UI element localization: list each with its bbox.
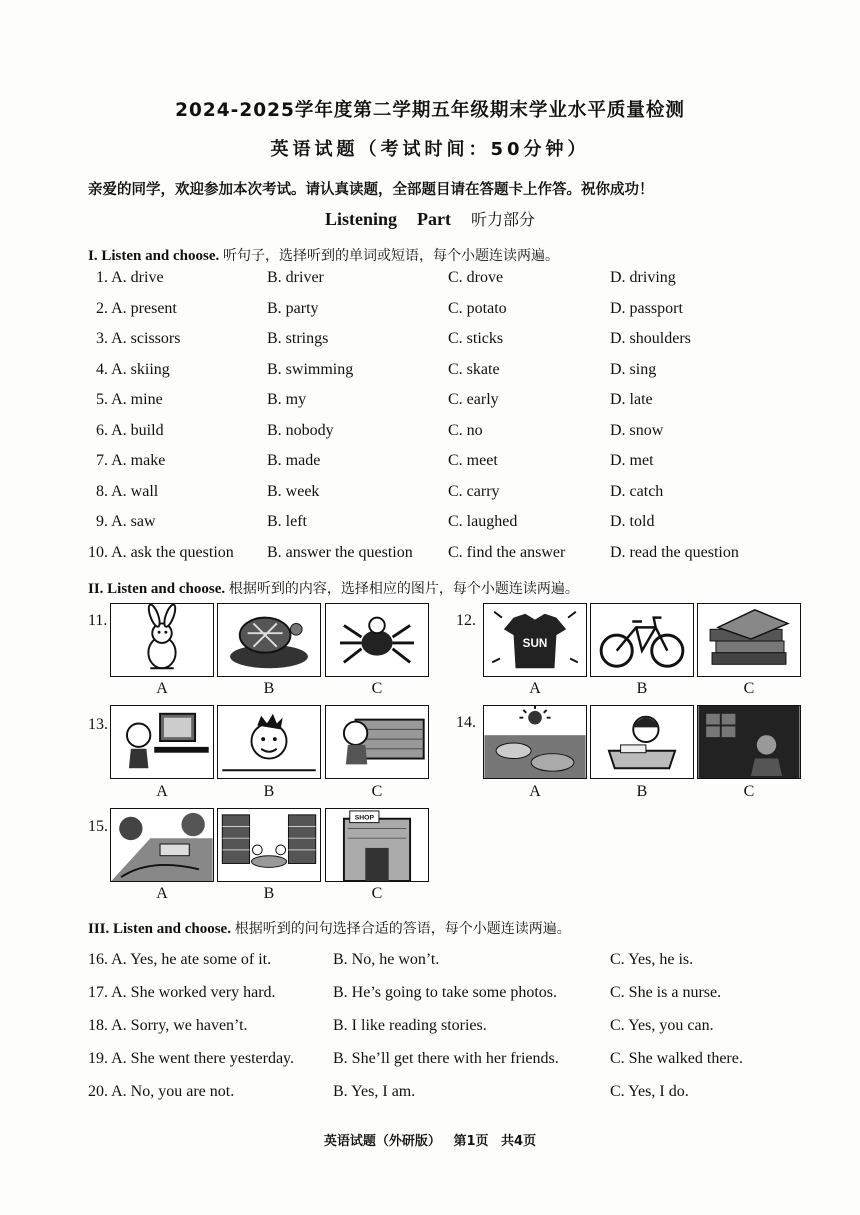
picture-label: B [263, 783, 275, 800]
answer-option-b[interactable]: B. She’ll get there with her friends. [333, 1050, 559, 1067]
option-a[interactable]: 6. A. build [96, 421, 164, 439]
question-row [0, 391, 860, 413]
option-d[interactable]: D. sing [610, 360, 657, 378]
picture-label: A [156, 680, 168, 697]
answer-option-c[interactable]: C. She is a nurse. [610, 984, 722, 1001]
picture-label: C [371, 885, 383, 902]
tshirt-text: SUN [522, 636, 548, 650]
sofa-picture[interactable] [325, 705, 429, 779]
option-d[interactable]: D. passport [610, 299, 683, 317]
question-row [0, 1017, 860, 1039]
option-b[interactable]: B. week [267, 482, 320, 500]
picture-label: C [743, 783, 755, 800]
greeting-text: 亲爱的同学，欢迎参加本次考试。请认真读题，全部题目请在答题卡上作答。祝你成功！ [88, 182, 654, 198]
section2-heading-cn: 根据听到的内容，选择相应的图片，每个小题连读两遍。 [228, 581, 579, 597]
park-picture[interactable] [110, 808, 214, 882]
picture-label: C [371, 680, 383, 697]
section3-heading-cn: 根据听到的问句选择合适的答语，每个小题连读两遍。 [234, 921, 571, 937]
part-title-en2: Part [417, 209, 451, 229]
picture-label: B [263, 680, 275, 697]
option-b[interactable]: B. strings [267, 330, 329, 347]
page-footer [0, 1130, 860, 1149]
picture-label: C [743, 680, 755, 697]
option-a[interactable]: 5. A. mine [96, 391, 163, 408]
listening-part-title [0, 207, 860, 230]
section2-heading-en: II. Listen and choose. [88, 581, 226, 597]
answer-option-a[interactable]: 18. A. Sorry, we haven’t. [88, 1017, 248, 1034]
question-number: 14. [456, 714, 476, 731]
question-row [0, 984, 860, 1006]
option-d[interactable]: D. told [610, 513, 655, 530]
answer-option-c[interactable]: C. Yes, he is. [610, 951, 694, 968]
spider-picture[interactable] [325, 603, 429, 677]
part-title-cn: 听力部分 [471, 210, 536, 229]
option-d[interactable]: D. met [610, 452, 654, 469]
girl-desk-picture[interactable] [590, 705, 694, 779]
question-row [0, 513, 860, 535]
option-a[interactable]: 7. A. make [96, 452, 166, 469]
answer-option-a[interactable]: 19. A. She went there yesterday. [88, 1050, 295, 1067]
exam-title: 2024-2025学年度第二学期五年级期末学业水平质量检测 [175, 100, 685, 121]
option-c[interactable]: C. drove [448, 269, 504, 286]
question-row [0, 951, 860, 973]
footer-total: 共4页 [501, 1134, 537, 1149]
question-row [0, 300, 860, 322]
option-c[interactable]: C. meet [448, 452, 498, 469]
option-a[interactable]: 4. A. skiing [96, 360, 170, 378]
question-row [0, 422, 860, 444]
boy-picture[interactable] [217, 705, 321, 779]
option-d[interactable]: D. catch [610, 482, 664, 500]
picture-label: A [529, 783, 541, 800]
question-row [0, 269, 860, 291]
section3-heading [88, 918, 848, 938]
answer-option-b[interactable]: B. I like reading stories. [333, 1017, 487, 1034]
option-a[interactable]: 9. A. saw [96, 513, 156, 530]
question-row [0, 361, 860, 383]
picture-label: B [636, 783, 648, 800]
option-a[interactable]: 2. A. present [96, 299, 177, 317]
answer-option-c[interactable]: C. Yes, you can. [610, 1017, 714, 1034]
tshirt-picture[interactable] [483, 603, 587, 677]
picture-label: A [156, 885, 168, 902]
question-row [0, 544, 860, 566]
option-c[interactable]: C. find the answer [448, 543, 566, 561]
question-row [0, 1083, 860, 1105]
option-c[interactable]: C. laughed [448, 513, 518, 530]
picture-label: B [636, 680, 648, 697]
question-number: 11. [88, 612, 108, 629]
option-b[interactable]: B. party [267, 299, 319, 317]
picture-label: C [371, 783, 383, 800]
answer-option-a[interactable]: 17. A. She worked very hard. [88, 984, 276, 1001]
section1-heading-en: I. Listen and choose. [88, 248, 220, 264]
option-d[interactable]: D. driving [610, 269, 676, 286]
part-title-en1: Listening [324, 209, 398, 229]
option-b[interactable]: B. driver [267, 269, 324, 286]
section2-heading [88, 578, 848, 598]
option-a[interactable]: 10. A. ask the question [88, 543, 234, 561]
answer-option-a[interactable]: 20. A. No, you are not. [88, 1083, 235, 1100]
footer-subject: 英语试题（外研版） [323, 1134, 441, 1149]
night-picture[interactable] [697, 705, 801, 779]
answer-option-b[interactable]: B. He’s going to take some photos. [333, 984, 557, 1001]
option-d[interactable]: D. late [610, 391, 653, 408]
option-c[interactable]: C. skate [448, 360, 500, 378]
option-a[interactable]: 8. A. wall [96, 482, 159, 500]
exam-subtitle: 英语试题（考试时间：50分钟） [270, 139, 590, 160]
beach-picture[interactable] [483, 705, 587, 779]
option-c[interactable]: C. potato [448, 299, 507, 317]
option-a[interactable]: 1. A. drive [96, 269, 164, 286]
question-number: 13. [88, 716, 108, 733]
answer-option-b[interactable]: B. No, he won’t. [333, 951, 440, 968]
turtle-picture[interactable] [217, 603, 321, 677]
picture-label: A [156, 783, 168, 800]
option-b[interactable]: B. left [267, 513, 307, 530]
picture-label: B [263, 885, 275, 902]
computer-picture[interactable] [110, 705, 214, 779]
question-row [0, 1050, 860, 1072]
question-number: 12. [456, 612, 476, 629]
footer-page: 第1页 [453, 1134, 489, 1149]
option-d[interactable]: D. snow [610, 421, 664, 439]
bicycle-picture[interactable] [590, 603, 694, 677]
answer-option-c[interactable]: C. Yes, I do. [610, 1083, 689, 1100]
option-c[interactable]: C. early [448, 391, 499, 408]
section1-heading [88, 245, 848, 265]
question-number: 15. [88, 818, 108, 835]
shop-sign-text: SHOP [354, 814, 374, 822]
option-b[interactable]: B. made [267, 452, 321, 469]
option-c[interactable]: C. sticks [448, 330, 504, 347]
answer-option-b[interactable]: B. Yes, I am. [333, 1083, 416, 1100]
section3-heading-en: III. Listen and choose. [88, 921, 231, 937]
option-b[interactable]: B. swimming [267, 360, 354, 378]
option-c[interactable]: C. no [448, 421, 483, 439]
option-b[interactable]: B. nobody [267, 421, 334, 439]
question-row [0, 483, 860, 505]
rabbit-picture[interactable] [110, 603, 214, 677]
answer-option-c[interactable]: C. She walked there. [610, 1050, 743, 1067]
shop-picture[interactable] [325, 808, 429, 882]
books-picture[interactable] [697, 603, 801, 677]
answer-option-a[interactable]: 16. A. Yes, he ate some of it. [88, 951, 272, 968]
library-picture[interactable] [217, 808, 321, 882]
option-d[interactable]: D. read the question [610, 543, 739, 561]
question-row [0, 330, 860, 352]
option-d[interactable]: D. shoulders [610, 330, 691, 347]
option-a[interactable]: 3. A. scissors [96, 330, 181, 347]
option-b[interactable]: B. answer the question [267, 543, 413, 561]
option-b[interactable]: B. my [267, 391, 307, 408]
option-c[interactable]: C. carry [448, 482, 500, 500]
question-row [0, 452, 860, 474]
section1-heading-cn: 听句子，选择听到的单词或短语，每个小题连读两遍。 [223, 248, 560, 264]
picture-label: A [529, 680, 541, 697]
